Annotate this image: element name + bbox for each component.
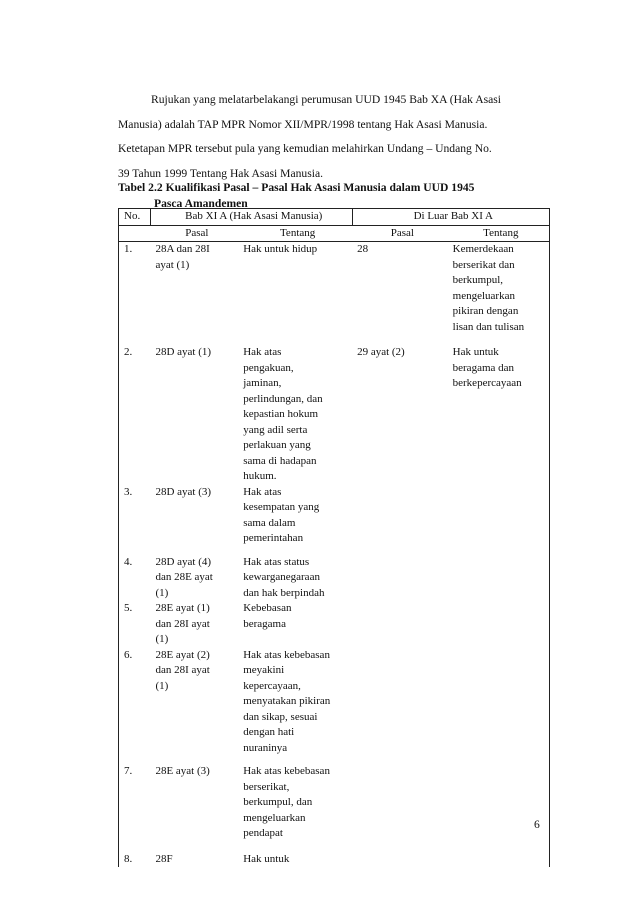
row-no: 3. bbox=[124, 485, 133, 498]
row-tentang-line: nuraninya bbox=[243, 741, 288, 754]
row-tentang-cell bbox=[238, 648, 352, 765]
row-tentang-line: berserikat, bbox=[243, 780, 290, 793]
row-tentang-luar-line: beragama dan bbox=[452, 361, 515, 374]
row-pasal-line: 28A dan 28I bbox=[155, 243, 210, 255]
row-tentang-line: Hak atas bbox=[243, 485, 282, 498]
row-tentang-line: sama di hadapan bbox=[243, 454, 317, 467]
row-no: 7. bbox=[124, 765, 133, 777]
row-tentang-line: perlakuan yang bbox=[243, 439, 311, 451]
row-pasal-luar-cell bbox=[352, 601, 448, 648]
row-tentang-luar-cell bbox=[448, 345, 550, 485]
row-tentang-luar-cell bbox=[448, 555, 550, 602]
row-tentang-luar-cell bbox=[448, 485, 550, 555]
row-tentang-luar-line: Kemerdekaan bbox=[452, 243, 514, 255]
row-no: 8. bbox=[124, 852, 133, 865]
subheader-pasal-1: Pasal bbox=[150, 225, 238, 242]
row-tentang-luar-line: mengeluarkan bbox=[452, 289, 515, 302]
row-pasal-luar-cell bbox=[352, 485, 448, 555]
row-tentang-line: Hak untuk bbox=[243, 852, 290, 865]
row-pasal-cell bbox=[150, 242, 238, 346]
row-tentang-line: jaminan, bbox=[243, 377, 282, 389]
row-no-cell bbox=[119, 764, 151, 852]
row-tentang-cell bbox=[238, 485, 352, 555]
row-tentang-luar-cell bbox=[448, 764, 550, 852]
row-no: 5. bbox=[124, 602, 133, 614]
row-tentang-luar-line: berkepercayaan bbox=[452, 377, 522, 389]
table-body bbox=[119, 209, 550, 868]
row-tentang-line: dan sikap, sesuai bbox=[243, 710, 318, 723]
row-no: 2. bbox=[124, 346, 133, 358]
row-pasal-cell bbox=[150, 555, 238, 602]
subheader-blank bbox=[119, 225, 151, 242]
human-rights-articles-table bbox=[118, 208, 550, 867]
row-tentang-luar-line: lisan dan tulisan bbox=[452, 320, 525, 333]
subheader-pasal-2: Pasal bbox=[352, 225, 448, 242]
row-pasal-line: (1) bbox=[155, 586, 169, 599]
header-luar-bab: Di Luar Bab XI A bbox=[352, 209, 549, 226]
table-row bbox=[119, 601, 550, 648]
row-tentang-line: beragama bbox=[243, 617, 286, 630]
row-no-cell bbox=[119, 485, 151, 555]
row-tentang-cell bbox=[238, 345, 352, 485]
row-tentang-luar-line: berserikat dan bbox=[452, 258, 515, 271]
row-pasal-luar-cell bbox=[352, 764, 448, 852]
subheader-tentang-2: Tentang bbox=[448, 225, 550, 242]
row-pasal-luar-cell bbox=[352, 242, 448, 346]
row-tentang-line: Hak atas bbox=[243, 346, 282, 358]
intro-line: Ketetapan MPR tersebut pula yang kemudian melahirkan Undang – Undang No. bbox=[118, 142, 492, 156]
row-tentang-luar-line: pikiran dengan bbox=[452, 305, 519, 317]
row-no-cell bbox=[119, 852, 151, 868]
row-pasal-luar-cell bbox=[352, 555, 448, 602]
table-row bbox=[119, 485, 550, 555]
row-tentang-line: sama dalam bbox=[243, 516, 296, 529]
row-tentang-cell bbox=[238, 555, 352, 602]
row-pasal-cell bbox=[150, 648, 238, 765]
row-tentang-line: Kebebasan bbox=[243, 602, 292, 614]
row-tentang-line: pendapat bbox=[243, 827, 283, 839]
row-tentang-luar-line: Hak untuk bbox=[452, 346, 499, 358]
row-tentang-luar-line: berkumpul, bbox=[452, 274, 504, 286]
intro-line: 39 Tahun 1999 Tentang Hak Asasi Manusia. bbox=[118, 166, 324, 180]
row-tentang-line: dan hak berpindah bbox=[243, 586, 325, 599]
row-tentang-line: pemerintahan bbox=[243, 532, 304, 544]
row-tentang-line: pengakuan, bbox=[243, 361, 294, 374]
row-tentang-line: hukum. bbox=[243, 470, 277, 482]
row-no: 1. bbox=[124, 243, 133, 255]
row-tentang-line: yang adil serta bbox=[243, 423, 308, 436]
table-row bbox=[119, 242, 550, 346]
row-tentang-line: Hak atas kebebasan bbox=[243, 765, 330, 777]
row-pasal-cell bbox=[150, 764, 238, 852]
intro-line: Rujukan yang melatarbelakangi perumusan UUD 1945 Bab XA (Hak Asasi bbox=[151, 93, 501, 106]
row-no-cell bbox=[119, 601, 151, 648]
row-tentang-cell bbox=[238, 601, 352, 648]
row-tentang-line: mengeluarkan bbox=[243, 811, 306, 824]
row-no-cell bbox=[119, 242, 151, 346]
intro-line: Manusia) adalah TAP MPR Nomor XII/MPR/1998 tentang Hak Asasi Manusia. bbox=[118, 117, 488, 131]
row-pasal-line: 28D ayat (4) bbox=[155, 555, 212, 568]
table-row bbox=[119, 648, 550, 765]
row-tentang-line: perlindungan, dan bbox=[243, 392, 323, 405]
row-tentang-luar-cell bbox=[448, 852, 550, 868]
header-no: No. bbox=[119, 209, 151, 226]
caption-line-1: Tabel 2.2 Kualifikasi Pasal – Pasal Hak Asasi Manusia dalam UUD 1945 bbox=[118, 181, 475, 194]
row-pasal-line: 28E ayat (1) bbox=[155, 602, 210, 614]
row-no: 6. bbox=[124, 648, 133, 661]
row-pasal-line: (1) bbox=[155, 633, 169, 645]
row-pasal-cell bbox=[150, 345, 238, 485]
row-tentang-cell bbox=[238, 852, 352, 868]
row-pasal-luar-line: 28 bbox=[357, 243, 369, 255]
row-pasal-line: 28E ayat (3) bbox=[155, 765, 210, 777]
row-tentang-line: meyakini bbox=[243, 664, 285, 676]
header-bab-xia: Bab XI A (Hak Asasi Manusia) bbox=[150, 209, 352, 226]
table-row bbox=[119, 345, 550, 485]
row-pasal-luar-line: 29 ayat (2) bbox=[357, 346, 405, 358]
table-row bbox=[119, 764, 550, 852]
row-tentang-line: berkumpul, dan bbox=[243, 796, 313, 808]
row-pasal-cell bbox=[150, 601, 238, 648]
row-pasal-line: ayat (1) bbox=[155, 258, 190, 271]
intro-paragraph bbox=[118, 88, 548, 186]
caption-line-2: Pasca Amandemen bbox=[154, 197, 248, 210]
row-tentang-cell bbox=[238, 764, 352, 852]
row-tentang-line: menyatakan pikiran bbox=[243, 695, 331, 707]
table-row bbox=[119, 852, 550, 868]
page-number: 6 bbox=[534, 818, 540, 831]
row-tentang-cell bbox=[238, 242, 352, 346]
row-tentang-line: Hak untuk hidup bbox=[243, 243, 318, 255]
row-pasal-line: dan 28I ayat bbox=[155, 664, 210, 676]
row-no-cell bbox=[119, 555, 151, 602]
row-pasal-line: dan 28I ayat bbox=[155, 617, 210, 630]
row-tentang-luar-cell bbox=[448, 648, 550, 765]
row-pasal-line: dan 28E ayat bbox=[155, 571, 213, 583]
row-pasal-luar-cell bbox=[352, 345, 448, 485]
row-tentang-line: Hak atas kebebasan bbox=[243, 648, 330, 661]
table-subheader-row bbox=[119, 225, 550, 242]
row-tentang-line: dengan hati bbox=[243, 726, 295, 738]
row-pasal-luar-cell bbox=[352, 852, 448, 868]
row-pasal-luar-cell bbox=[352, 648, 448, 765]
row-pasal-cell bbox=[150, 852, 238, 868]
row-tentang-line: kepercayaan, bbox=[243, 679, 301, 692]
row-tentang-line: kepastian hokum bbox=[243, 408, 319, 420]
row-no-cell bbox=[119, 345, 151, 485]
row-tentang-line: kesempatan yang bbox=[243, 501, 320, 513]
row-pasal-cell bbox=[150, 485, 238, 555]
subheader-tentang-1: Tentang bbox=[238, 225, 352, 242]
row-tentang-luar-cell bbox=[448, 242, 550, 346]
table-row bbox=[119, 555, 550, 602]
row-no: 4. bbox=[124, 555, 133, 568]
table-header-row bbox=[119, 209, 550, 226]
row-no-cell bbox=[119, 648, 151, 765]
row-tentang-line: kewarganegaraan bbox=[243, 571, 320, 583]
row-pasal-line: 28D ayat (1) bbox=[155, 346, 212, 358]
row-pasal-line: 28F bbox=[155, 852, 173, 865]
row-tentang-line: Hak atas status bbox=[243, 555, 310, 568]
row-tentang-luar-cell bbox=[448, 601, 550, 648]
row-pasal-line: 28E ayat (2) bbox=[155, 648, 210, 661]
row-pasal-line: (1) bbox=[155, 679, 169, 692]
row-pasal-line: 28D ayat (3) bbox=[155, 485, 212, 498]
